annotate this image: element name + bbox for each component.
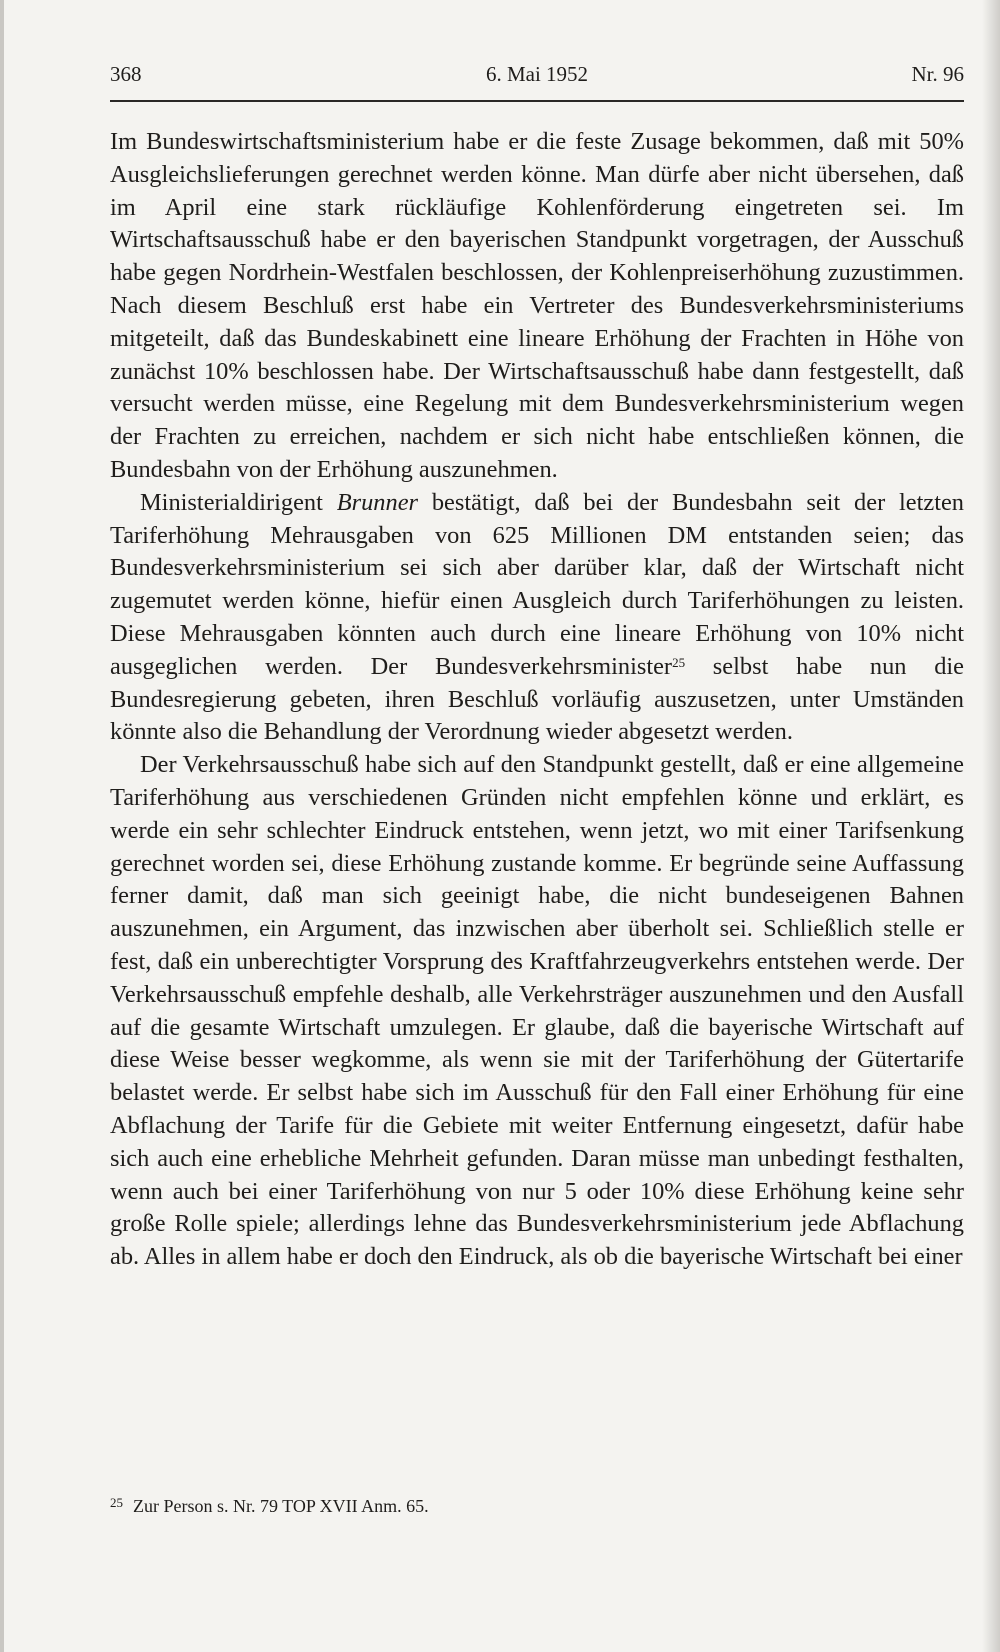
paragraph-3: Der Verkehrsausschuß habe sich auf den Standpunkt gestellt, daß er eine allgemeine Tariferhöhung aus verschiedenen Gründen nicht empfehlen könne und erklärt, es werde ein sehr schlechter Eindruck entstehen, wenn jetzt, wo mit einer Tarifsenkung gerechnet worden sei, diese Erhöhung zustande komme. Er begründe seine Auffassung ferner damit, daß man sich geeinigt habe, die nicht bundeseigenen Bahnen auszunehmen, ein Argument, das inzwischen aber überholt sei. Schließlich stelle er fest, daß ein unberechtigter Vorsprung des Kraftfahrzeugverkehrs entstehen werde. Der Verkehrsausschuß empfehle deshalb, alle Verkehrsträger auszunehmen und den Ausfall auf die gesamte Wirtschaft umzulegen. Er glaube, daß die bayerische Wirtschaft auf diese Weise besser wegkomme, als wenn sie mit der Tariferhöhung der Gütertarife belastet werde. Er selbst habe sich im Ausschuß für den Fall einer Erhöhung für eine Abflachung der Tarife für die Gebiete mit weiter Entfernung eingesetzt, dafür habe sich auch eine erhebliche Mehrheit gefunden. Daran müsse man unbedingt festhalten, wenn auch bei einer Tariferhöhung von nur 5 oder 10% diese Erhöhung keine sehr große Rolle spiele; allerdings lehne das Bundesverkehrsministerium jede Abflachung ab. Alles in allem habe er doch den Eindruck, als ob die bayerische Wirtschaft bei einer — [110, 751, 964, 1271]
footnote-reference[interactable]: 25 — [672, 654, 686, 670]
footnote-number: 25 — [110, 1495, 123, 1510]
brunner-prefix: Ministerialdirigent — [140, 488, 337, 516]
body-text — [110, 126, 964, 1274]
header-rule — [110, 100, 964, 102]
footnote — [110, 1494, 964, 1520]
running-head — [110, 62, 964, 92]
person-name-brunner: Brunner — [336, 488, 419, 516]
running-head-date: 6. Mai 1952 — [485, 62, 589, 86]
paragraph-brunner — [110, 487, 964, 749]
page-right-edge — [982, 0, 1000, 1652]
brunner-text-after-ref: selbst habe nun die Bundesregierung gebeten, ihren Beschluß vorläufig auszusetzen, unter Umständen könnte also die Behandlung der Verordnung wieder abgesetzt werden. — [110, 652, 964, 746]
paragraph-1: Im Bundeswirtschaftsministerium habe er die feste Zusage bekommen, daß mit 50% Ausgleichslieferungen gerechnet werden könne. Man dürfe aber nicht übersehen, daß im April eine stark rückläufige Kohlenförderung eingetreten sei. Im Wirtschaftsausschuß habe er den bayerischen Standpunkt vorgetragen, der Ausschuß habe gegen Nordrhein-Westfalen beschlossen, der Kohlenpreiserhöhung zuzustimmen. Nach diesem Beschluß erst habe ein Vertreter des Bundesverkehrsministeriums mitgeteilt, daß das Bundeskabinett eine lineare Erhöhung der Frachten in Höhe von zunächst 10% beschlossen habe. Der Wirtschaftsausschuß habe dann festgestellt, daß versucht werden müsse, eine Regelung mit dem Bundesverkehrsministerium wegen der Frachten zu erreichen, nachdem er sich nicht habe entschließen können, die Bundesbahn von der Erhöhung auszunehmen. — [110, 128, 964, 483]
footnote-text: Zur Person s. Nr. 79 TOP XVII Anm. 65. — [133, 1496, 429, 1516]
issue-number: Nr. 96 — [911, 62, 964, 86]
page-number: 368 — [110, 62, 142, 86]
page-left-edge — [0, 0, 4, 1652]
brunner-text-before-ref: bestätigt, daß bei der Bundesbahn seit der letzten Tariferhöhung Mehrausgaben von 625 Millionen DM entstanden seien; das Bundesverkehrsministerium sei sich aber darüber klar, daß der Wirtschaft nicht zugemutet werden könne, hiefür einen Ausgleich durch Tariferhöhungen zu leisten. Diese Mehrausgaben könnten auch durch eine lineare Erhöhung von 10% nicht ausgeglichen werden. Der Bundesverkehrsminister — [110, 488, 964, 680]
